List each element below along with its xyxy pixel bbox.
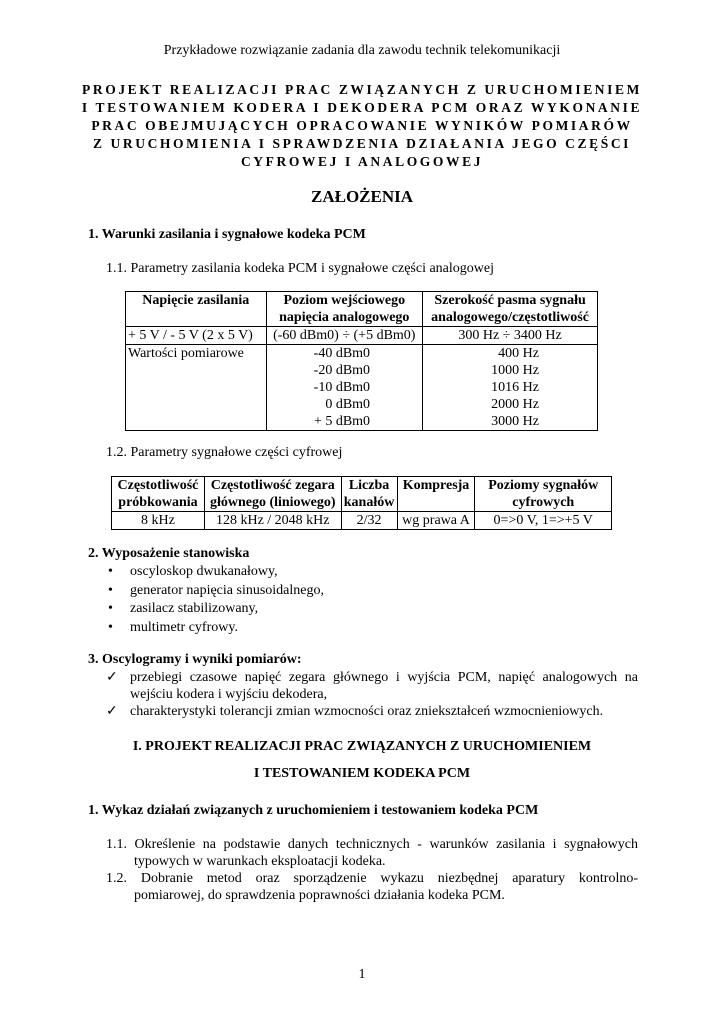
table-cell: + 5 V / - 5 V (2 x 5 V): [126, 327, 267, 345]
table-header-row: [112, 477, 612, 512]
table-cell: 128 kHz / 2048 kHz: [204, 512, 341, 530]
freq-value: 1000 Hz: [491, 363, 539, 378]
freq-value: 2000 Hz: [491, 397, 539, 412]
table-cell: [423, 345, 598, 431]
list-item: 1.1. Określenie na podstawie danych technicznych - warunków zasilania i sygnałowych: [106, 837, 638, 852]
section-1-heading: 1. Warunki zasilania i sygnałowe kodeka PCM: [88, 227, 366, 242]
bullet-icon: •: [108, 582, 113, 598]
document-title: [70, 81, 654, 171]
list-item: • generator napięcia sinusoidalnego,: [106, 582, 324, 601]
table-cell: 300 Hz ÷ 3400 Hz: [423, 327, 598, 345]
table-cell: 2/32: [341, 512, 397, 530]
header-cell: Poziom wejściowego napięcia analogowego: [266, 292, 423, 327]
equipment-list: [106, 563, 324, 637]
table-cell: wg prawa A: [397, 512, 475, 530]
table-cell: (-60 dBm0) ÷ (+5 dBm0): [266, 327, 423, 345]
power-analog-table: [125, 291, 598, 431]
page-header: Przykładowe rozwiązanie zadania dla zawodu technik telekomunikacji: [163, 43, 561, 58]
freq-value: 3000 Hz: [491, 414, 539, 429]
part-1-title-line: I. PROJEKT REALIZACJI PRAC ZWIĄZANYCH Z URUCHOMIENIEM: [132, 739, 592, 754]
activities-list: [106, 836, 638, 904]
section-title: ZAŁOŻENIA: [310, 187, 414, 206]
bullet-icon: •: [108, 619, 113, 635]
list-item: • zasilacz stabilizowany,: [106, 600, 324, 619]
header-cell: Częstotliwość zegara głównego (liniowego): [204, 477, 341, 512]
list-item: 1.2. Dobranie metod oraz sporządzenie wykazu niezbędnej aparatury kontrolno-: [106, 871, 638, 886]
level-value: 0 dBm0: [325, 397, 371, 412]
list-item: ✓ przebiegi czasowe napięć zegara głównego i wyjścia PCM, napięć analogowych na wejściu kodera i wyjściu dekodera,: [106, 670, 638, 702]
subsection-1-1: 1.1. Parametry zasilania kodeka PCM i sygnałowe części analogowej: [106, 261, 494, 276]
list-item: ✓ charakterystyki tolerancji zmian wzmocności oraz zniekształceń wzmocnieniowych.: [106, 704, 604, 719]
header-cell: Kompresja: [397, 477, 475, 512]
digital-params-table: [111, 476, 612, 530]
header-cell: Częstotliwość próbkowania: [112, 477, 205, 512]
title-line: PROJEKT REALIZACJI PRAC ZWIĄZANYCH Z URUCHOMIENIEM: [82, 82, 642, 97]
header-cell: Poziomy sygnałów cyfrowych: [475, 477, 612, 512]
freq-value: 1016 Hz: [491, 380, 539, 395]
checkmark-icon: ✓: [106, 704, 118, 719]
level-value: -10 dBm0: [313, 380, 371, 395]
header-cell: Napięcie zasilania: [126, 292, 267, 327]
table-row: [126, 327, 598, 345]
header-cell: Szerokość pasma sygnału analogowego/częstotliwość: [423, 292, 598, 327]
checkmark-icon: ✓: [106, 670, 118, 685]
part-1-title-line: I TESTOWANIEM KODEKA PCM: [253, 766, 471, 781]
oscillogram-list: [106, 669, 638, 720]
level-value: + 5 dBm0: [313, 414, 371, 429]
table-cell: 0=>0 V, 1=>+5 V: [475, 512, 612, 530]
table-cell: [266, 345, 423, 431]
section-2-heading: 2. Wyposażenie stanowiska: [88, 546, 250, 561]
page-number: 1: [358, 967, 366, 982]
subsection-1-2: 1.2. Parametry sygnałowe części cyfrowej: [106, 445, 343, 460]
title-line: Z URUCHOMIENIA I SPRAWDZENIA DZIAŁANIA JEGO CZĘŚCI: [92, 136, 632, 151]
bullet-icon: •: [108, 564, 113, 579]
freq-value: 400 Hz: [498, 346, 539, 361]
level-value: -20 dBm0: [313, 363, 371, 378]
title-line: CYFROWEJ I ANALOGOWEJ: [240, 154, 484, 169]
table-row: [126, 345, 598, 431]
bullet-icon: •: [108, 601, 113, 616]
table-cell: Wartości pomiarowe: [126, 345, 267, 431]
title-line: PRAC OBEJMUJĄCYCH OPRACOWANIE WYNIKÓW POMIARÓW: [91, 118, 633, 133]
list-item-continuation: typowych w warunkach eksploatacji kodeka.: [134, 854, 386, 869]
table-cell: 8 kHz: [112, 512, 205, 530]
level-value: -40 dBm0: [313, 346, 371, 361]
list-item-continuation: pomiarowej, do sprawdzenia poprawności działania kodeka PCM.: [134, 888, 505, 903]
list-item: • multimetr cyfrowy.: [106, 619, 324, 638]
header-cell: Liczba kanałów: [341, 477, 397, 512]
list-item: • oscyloskop dwukanałowy,: [106, 563, 324, 582]
table-header-row: [126, 292, 598, 327]
section-3-heading: 3. Oscylogramy i wyniki pomiarów:: [88, 652, 302, 667]
title-line: I TESTOWANIEM KODERA I DEKODERA PCM ORAZ WYKONANIE: [81, 100, 643, 115]
table-row: [112, 512, 612, 530]
part-1-section-1-heading: 1. Wykaz działań związanych z uruchomieniem i testowaniem kodeka PCM: [88, 803, 539, 818]
